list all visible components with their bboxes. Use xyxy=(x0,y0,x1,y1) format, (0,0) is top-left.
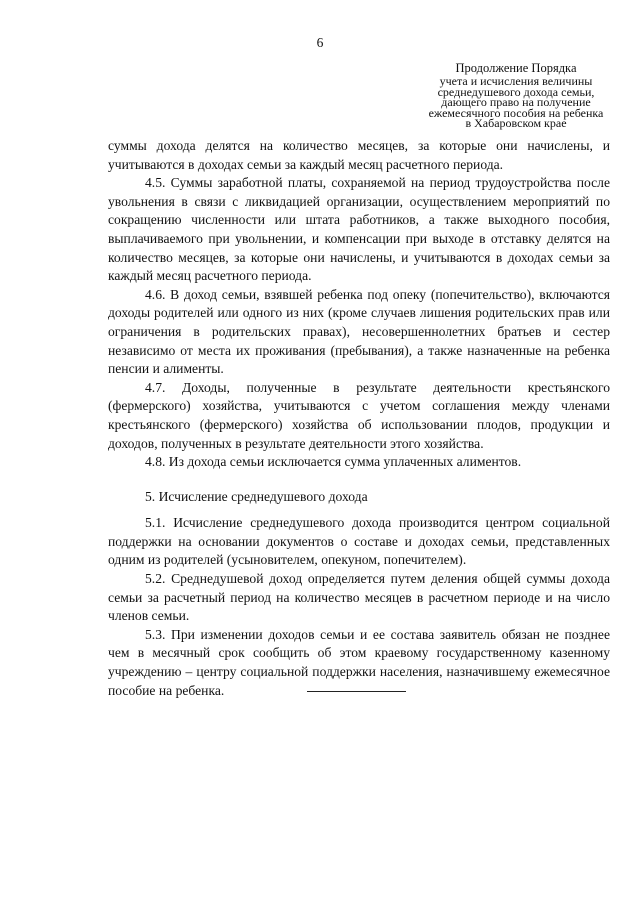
page-number: 6 xyxy=(316,35,324,50)
header-line: Продолжение Порядка xyxy=(455,61,577,75)
paragraph-4-8: 4.8. Из дохода семьи исключается сумма уплаченных алиментов. xyxy=(145,454,522,470)
header-line: в Хабаровском крае xyxy=(465,116,567,131)
header-line: среднедушевого дохода семьи, xyxy=(437,84,595,99)
paragraph-4-7: 4.7. Доходы, полученные в результате деятельности крестьянского (фермерского) хозяйства, учитываются с учетом соглашения между членами крестьянского (фермерского) хозяйства об использовании плодов, продукции и доходов, полученных в результате деятельности этого хозяйства. xyxy=(108,379,610,451)
paragraph-5-1: 5.1. Исчисление среднедушевого дохода производится центром социальной поддержки на основании документов о составе и доходах семьи, представленных одним из родителей (усыновителем, опекуном, попечителем). xyxy=(108,515,610,568)
paragraph-continuation: суммы дохода делятся на количество месяцев, за которые они начислены, и учитываются в доходах семьи за каждый месяц расчетного периода. xyxy=(108,138,610,172)
header-line: дающего право на получение xyxy=(441,95,591,110)
header-line: ежемесячного пособия на ребенка xyxy=(428,105,604,120)
paragraph-5-3: 5.3. При изменении доходов семьи и ее состава заявитель обязан не позднее чем в месячный срок сообщить об этом краевому государственному казенному учреждению – центру социальной поддержки населения, назначившему ежемесячное пособие на ребенка. xyxy=(108,626,610,698)
paragraph-4-5: 4.5. Суммы заработной платы, сохраняемой на период трудоустройства после увольнения в связи с ликвидацией организации, осуществлением мероприятий по сокращению численности или штата работников, а также выходного пособия, выплачиваемого при увольнении, и компенсации при выходе в отставку делятся на количество месяцев, за которые они начислены, и учитываются в доходах семьи за каждый месяц расчетного периода. xyxy=(108,175,610,284)
document-body xyxy=(108,137,610,700)
document-continuation-header xyxy=(406,62,626,129)
paragraph-5-2: 5.2. Среднедушевой доход определяется путем деления общей суммы дохода семьи за расчетный период на количество месяцев в расчетном периоде и на число членов семьи. xyxy=(108,571,610,624)
section-5-heading: 5. Исчисление среднедушевого дохода xyxy=(145,488,368,504)
end-of-document-rule xyxy=(307,691,406,692)
paragraph-4-6: 4.6. В доход семьи, взявшей ребенка под опеку (попечительство), включаются доходы родителей или одного из них (кроме случаев лишения родительских прав или ограничения в родительских правах), несовершеннолетних братьев и сестер независимо от места их проживания (пребывания), а также назначенные на ребенка пенсии и алименты. xyxy=(108,286,610,377)
header-line: учета и исчисления величины xyxy=(439,74,593,88)
